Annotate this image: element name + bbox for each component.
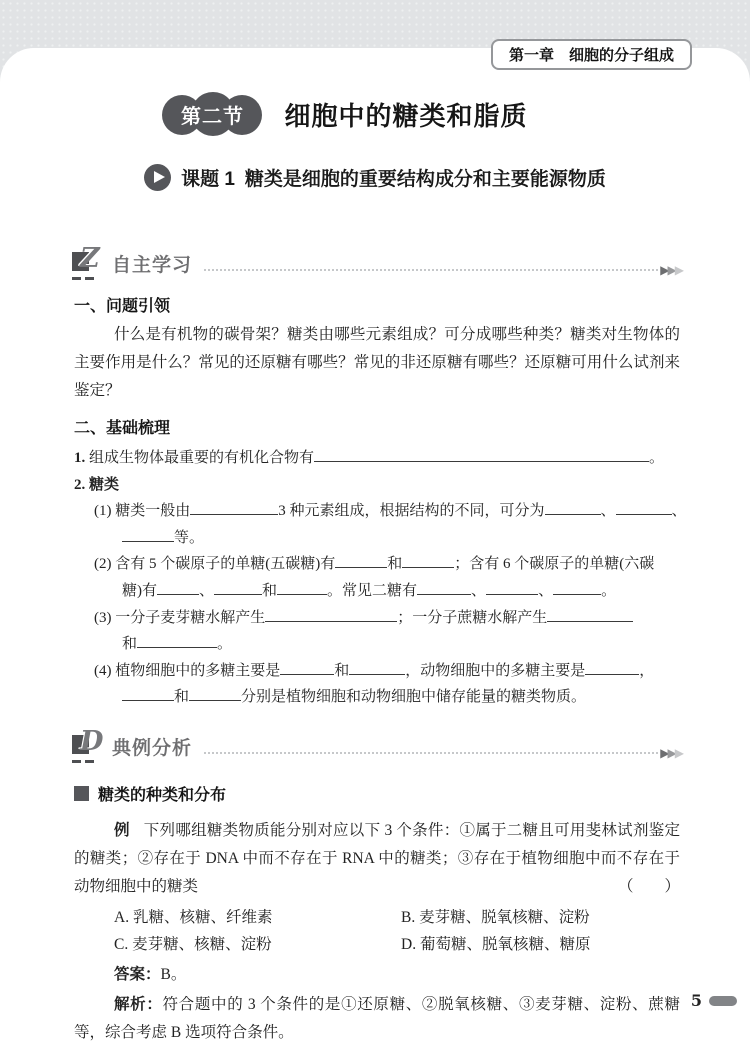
analysis-label: 解析： [114,995,163,1013]
fill-blank [335,555,387,568]
line-text: 。 [217,636,233,653]
chapter-label-text: 第一章 细胞的分子组成 [508,47,674,64]
line-text: (1) 糖类一般由 [94,503,191,520]
analysis-paragraph [74,991,680,1047]
options-grid [74,904,680,959]
line-text: ，动物细胞中的多糖主要是 [405,662,586,679]
square-bullet-icon [74,786,89,801]
fill-blank [122,529,174,542]
line-text: ， [639,662,655,679]
line-text: 组成生物体最重要的有机化合物有 [89,450,315,466]
choice-option: C. 麦芽糖、核糖、淀粉 [114,936,272,954]
fill-line [74,658,680,685]
dotted-rule [204,752,658,754]
fill-in-lines [74,445,687,711]
example-analysis-icon [72,725,108,760]
choice-option: D. 葡萄糖、脱氧核糖、糖原 [401,936,591,954]
line-text: (4) 植物细胞中的多糖主要是 [94,662,281,679]
triple-arrow-icon: ▶ ▶ ▶ [660,745,684,760]
line-text: 和 [174,689,190,706]
line-text: 。 [601,582,617,599]
section-header-self-study [72,245,684,277]
icon-letter: Z [80,243,100,274]
fill-line [74,551,680,578]
page-card [0,48,750,1052]
page-number: 5 [690,991,702,1010]
example-label: 例 [114,821,130,839]
answer-bracket: （ ） [617,877,680,895]
fill-blank [189,688,241,701]
chapter-label [491,39,692,70]
self-study-content [0,293,750,711]
line-text: 、 [538,582,554,599]
footer-pill-icon [709,996,737,1006]
choice-option: A. 乳糖、核糖、纤维素 [114,908,273,926]
fill-blank [277,582,327,595]
section-title-row [0,92,750,136]
analysis-text: 符合题中的 3 个条件的是①还原糖、②脱氧核糖、③麦芽糖、淀粉、蔗糖等，综合考虑 B 选项符合条件。 [74,995,680,1041]
topic-title: 糖类的种类和分布 [98,786,227,804]
fill-blank [122,688,174,701]
line-text: 糖)有 [122,582,157,599]
line-text: 。 [649,450,665,466]
page-footer [691,991,737,1010]
fill-blank [137,635,217,648]
fill-blank [280,662,334,675]
triple-arrow-icon: ▶ ▶ ▶ [660,263,684,277]
icon-dashes [72,760,94,763]
fill-blank [214,582,262,595]
fill-blank [349,662,405,675]
line-text: 、 [199,582,215,599]
line-text: (2) 含有 5 个碳原子的单糖(五碳糖)有 [94,556,336,573]
fill-blank [265,609,397,622]
icon-letter: D [80,725,104,757]
line-text: 和 [262,582,278,599]
fill-line [74,445,680,472]
example-question-text: 下列哪组糖类物质能分别对应以下 3 个条件：①属于二糖且可用斐林试剂鉴定的糖类；②存在于 DNA 中而不存在于 RNA 中的糖类；③存在于植物细胞中而不存在于动物细胞中的糖类 [74,821,680,895]
fill-line [74,684,680,711]
fill-blank [616,502,672,515]
question-guide-heading: 一、问题引领 [74,298,171,315]
line-text: 、 [471,582,487,599]
play-icon [144,164,171,191]
line-text: 。常见二糖有 [327,582,418,599]
fill-line [74,498,687,525]
line-text: 3 种元素组成，根据结构的不同，可分为 [278,503,545,520]
fill-blank [190,502,278,515]
basics-heading: 二、基础梳理 [74,420,171,437]
line-text: ；含有 6 个碳原子的单糖(六碳 [454,556,655,573]
fill-blank [545,502,601,515]
line-text: 、 [671,503,687,520]
fill-blank [402,555,454,568]
line-text: (3) 一分子麦芽糖水解产生 [94,609,266,626]
fill-blank [157,582,199,595]
fill-blank [417,582,471,595]
fill-line [74,525,680,552]
answer-line [74,961,680,989]
item-number: 2. [74,476,89,493]
fill-line [74,472,680,499]
line-text: ；一分子蔗糖水解产生 [397,609,548,626]
section-badge [162,92,262,136]
line-text: 、 [600,503,616,520]
fill-blank [553,582,601,595]
question-guide-text: 什么是有机物的碳骨架？糖类由哪些元素组成？可分成哪些种类？糖类对生物体的主要作用是什么？常见的还原糖有哪些？常见的非还原糖有哪些？还原糖可用什么试剂来鉴定？ [74,326,680,399]
fill-blank [314,449,649,462]
answer-value: B。 [160,965,187,983]
play-triangle-icon [154,171,165,183]
line-text: 和 [334,662,350,679]
item-number: 1. [74,450,89,466]
line-text: 分别是植物细胞和动物细胞中储存能量的糖类物质。 [241,689,587,706]
course-title: 糖类是细胞的重要结构成分和主要能源物质 [244,169,606,190]
self-study-icon [72,243,108,277]
topic-row [74,782,680,805]
example-question [74,817,680,901]
fill-line [74,578,680,605]
course-label: 课题 1 [181,169,235,190]
section-header-title: 自主学习 [112,255,193,276]
section-header-example-analysis [72,725,684,760]
choice-option: B. 麦芽糖、脱氧核糖、淀粉 [401,908,590,926]
answer-label: 答案： [114,965,161,983]
line-text: 等。 [174,529,205,546]
fill-line [74,631,680,658]
fill-blank [547,609,633,622]
line-text: 糖类 [89,475,120,493]
example-content [0,782,750,1047]
section-header-title: 典例分析 [112,737,193,759]
fill-line [74,605,680,632]
dotted-rule [204,269,658,271]
section-badge-label: 第二节 [180,105,244,128]
page-title: 细胞中的糖类和脂质 [284,100,528,131]
icon-dashes [72,277,94,280]
fill-blank [486,582,538,595]
line-text: 和 [122,636,138,653]
fill-blank [585,662,639,675]
line-text: 和 [387,556,403,573]
course-title-row [0,164,750,191]
